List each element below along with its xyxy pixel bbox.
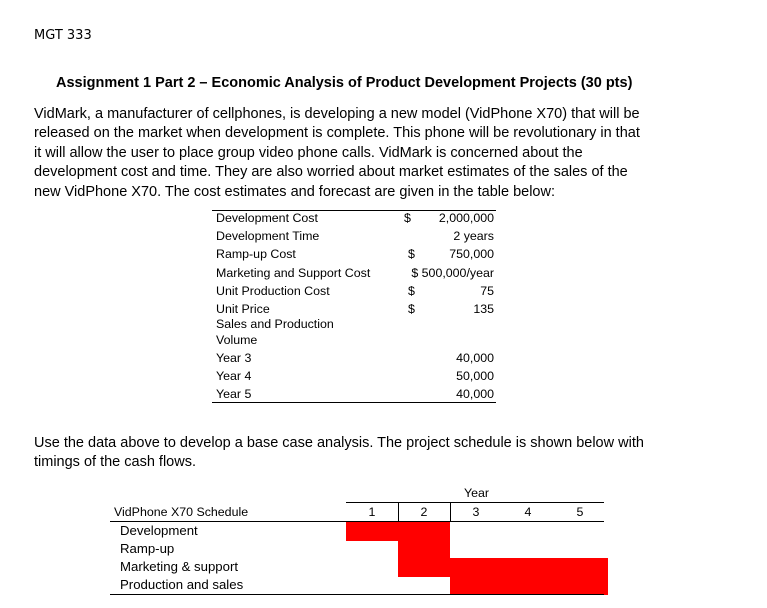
assignment-title: Assignment 1 Part 2 – Economic Analysis of Product Development Projects (30 pts) — [56, 75, 633, 91]
gantt-bar-ramp-up — [398, 540, 450, 559]
cost-label: Marketing and Support Cost — [216, 266, 371, 280]
currency-sign: $ — [408, 284, 415, 298]
cost-row — [216, 211, 494, 229]
schedule-row-production: Production and sales — [120, 577, 244, 592]
cost-value: 2,000,000 — [438, 211, 494, 225]
year-label-2: 2 — [420, 505, 428, 519]
intro-paragraph — [34, 105, 734, 202]
schedule-row-ramp-up: Ramp-up — [120, 541, 175, 556]
year-label-4: 4 — [524, 505, 532, 519]
schedule-title: VidPhone X70 Schedule — [114, 505, 249, 519]
cost-label: Volume — [216, 333, 258, 347]
cost-label: Year 5 — [216, 387, 252, 401]
intro-line: it will allow the user to place group video phone calls. VidMark is concerned about the — [34, 144, 583, 161]
currency-sign: $ — [404, 211, 411, 225]
cost-value: 75 — [480, 284, 494, 298]
cost-label: Unit Production Cost — [216, 284, 330, 298]
year-label-1: 1 — [368, 505, 376, 519]
course-code: MGT 333 — [34, 28, 92, 43]
cost-label: Development Time — [216, 229, 320, 243]
intro-line: VidMark, a manufacturer of cellphones, is developing a new model (VidPhone X70) that will be — [34, 106, 640, 122]
intro-line: development cost and time. They are also worried about market estimates of the sales of the — [34, 164, 628, 181]
cost-row — [216, 333, 494, 351]
cost-label: Year 4 — [216, 369, 252, 383]
year-label-3: 3 — [472, 505, 480, 519]
cost-value: 40,000 — [456, 351, 494, 365]
gantt-bar-development — [346, 522, 450, 541]
cost-value: 135 — [473, 302, 494, 316]
cost-value: 2 years — [453, 229, 494, 243]
cost-label: Ramp-up Cost — [216, 247, 296, 261]
intro-line: new VidPhone X70. The cost estimates and forecast are given in the table below: — [34, 183, 555, 200]
followup-line: timings of the cash flows. — [34, 454, 196, 470]
cost-value: 40,000 — [456, 387, 494, 401]
intro-line: released on the market when development is complete. This phone will be revolutionary in that — [34, 125, 640, 142]
cost-value: 50,000 — [456, 369, 494, 383]
followup-line: Use the data above to develop a base case analysis. The project schedule is shown below with — [34, 435, 644, 451]
followup-paragraph — [34, 434, 734, 472]
cost-row — [216, 247, 494, 265]
cost-row — [216, 369, 494, 387]
cost-label: Year 3 — [216, 351, 252, 365]
cost-label: Development Cost — [216, 211, 318, 225]
cost-row — [216, 351, 494, 369]
year-separator — [398, 503, 399, 521]
schedule-bottom-rule — [110, 594, 604, 595]
cost-value: $ 500,000/year — [411, 266, 494, 280]
schedule-row-marketing: Marketing & support — [120, 559, 239, 574]
cost-table-bottom-rule — [212, 402, 496, 403]
cost-row — [216, 266, 494, 284]
cost-row — [216, 284, 494, 302]
cost-value: 750,000 — [449, 247, 494, 261]
gantt-bar-marketing — [398, 558, 608, 577]
cost-label: Unit Price — [216, 302, 270, 316]
schedule-year-header: Year — [464, 486, 490, 500]
cost-row — [216, 229, 494, 247]
currency-sign: $ — [408, 302, 415, 316]
schedule-row-development: Development — [120, 523, 198, 538]
year-label-5: 5 — [576, 505, 584, 519]
gantt-bar-production — [450, 577, 608, 596]
schedule-header-rule — [346, 502, 604, 503]
year-separator — [450, 503, 451, 521]
currency-sign: $ — [408, 247, 415, 261]
cost-label: Sales and Production — [216, 317, 334, 331]
